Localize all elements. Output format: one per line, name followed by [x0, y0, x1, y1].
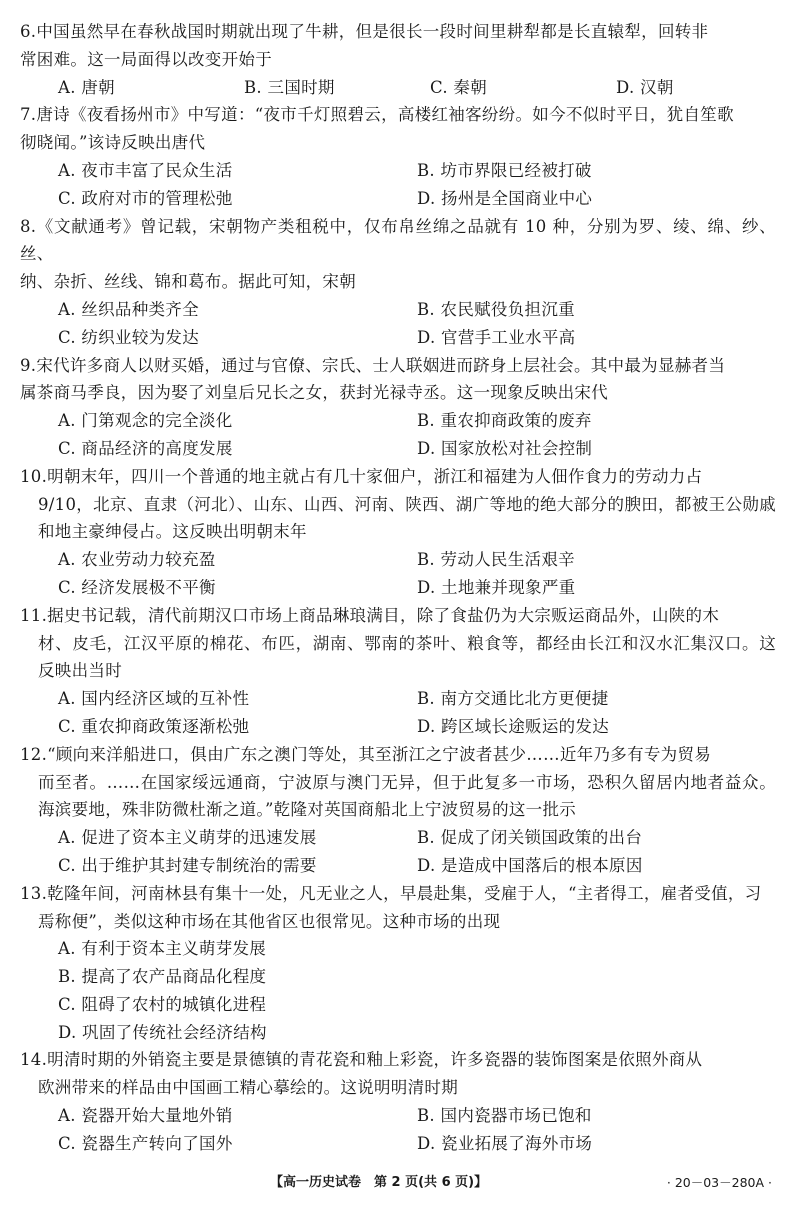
options — [20, 935, 776, 1046]
question-stem — [20, 1046, 776, 1102]
question-10 — [20, 463, 776, 602]
option-b[interactable]: B. 南方交通比北方更便捷 — [417, 689, 609, 709]
option-b[interactable]: B. 坊市界限已经被打破 — [417, 160, 592, 180]
question-7 — [20, 101, 776, 212]
stem-continuation: 欧洲带来的样品由中国画工精心摹绘的。这说明明清时期 — [38, 1078, 458, 1098]
option-b[interactable]: B. 重农抑商政策的废弃 — [417, 411, 592, 431]
question-13 — [20, 880, 776, 1047]
option-b[interactable]: B. 提高了农产品商品化程度 — [58, 967, 267, 987]
page-number-label: 【高一历史试卷 第 2 页(共 6 页)】 — [270, 1175, 488, 1190]
question-number: 13. — [20, 883, 48, 903]
question-14 — [20, 1046, 776, 1157]
option-d[interactable]: D. 巩固了传统社会经济结构 — [58, 1022, 267, 1042]
question-number: 7. — [20, 105, 37, 125]
options — [20, 157, 776, 213]
stem-continuation: 常困难。这一局面得以改变开始于 — [20, 49, 272, 69]
question-11 — [20, 602, 776, 741]
question-number: 11. — [20, 605, 48, 625]
question-number: 9. — [20, 355, 37, 375]
option-d[interactable]: D. 汉朝 — [616, 77, 674, 97]
options — [20, 407, 776, 463]
option-c[interactable]: C. 纺织业较为发达 — [58, 327, 200, 347]
option-a[interactable]: A. 丝织品种类齐全 — [58, 299, 199, 319]
option-a[interactable]: A. 促进了资本主义萌芽的迅速发展 — [58, 828, 317, 848]
option-d[interactable]: D. 国家放松对社会控制 — [417, 438, 593, 458]
stem-continuation: 彻晓闻。”该诗反映出唐代 — [20, 133, 206, 153]
question-stem — [20, 101, 776, 157]
exam-code: · 20－03－280A · — [666, 1175, 772, 1190]
question-12 — [20, 741, 776, 880]
stem-continuation: 焉称便”，类似这种市场在其他省区也很常见。这种市场的出现 — [38, 911, 501, 931]
question-number: 14. — [20, 1050, 48, 1070]
question-stem — [20, 602, 776, 685]
option-c[interactable]: C. 秦朝 — [430, 77, 488, 97]
option-c[interactable]: C. 重农抑商政策逐渐松弛 — [58, 716, 250, 736]
option-a[interactable]: A. 有利于资本主义萌芽发展 — [58, 939, 267, 959]
question-stem — [20, 18, 776, 74]
stem-line: 宋代许多商人以财买婚，通过与官僚、宗氏、士人联姻进而跻身上层社会。其中最为显赫者当 — [36, 355, 726, 375]
option-d[interactable]: D. 官营手工业水平高 — [417, 327, 576, 347]
question-stem — [20, 352, 776, 408]
option-a[interactable]: A. 唐朝 — [58, 77, 115, 97]
option-a[interactable]: A. 门第观念的完全淡化 — [58, 411, 233, 431]
option-a[interactable]: A. 夜市丰富了民众生活 — [58, 160, 233, 180]
options — [20, 546, 776, 602]
option-c[interactable]: C. 商品经济的高度发展 — [58, 438, 233, 458]
stem-continuation: 属茶商马季良，因为娶了刘皇后兄长之女，获封光禄寺丞。这一现象反映出宋代 — [20, 383, 608, 403]
option-a[interactable]: A. 农业劳动力较充盈 — [58, 550, 216, 570]
stem-line: 中国虽然早在春秋战国时期就出现了牛耕，但是很长一段时间里耕犁都是长直辕犁，回转非 — [36, 22, 709, 41]
options — [20, 1102, 776, 1158]
question-stem — [20, 213, 776, 296]
question-number: 10. — [20, 466, 48, 486]
option-c[interactable]: C. 出于维护其封建专制统治的需要 — [58, 855, 317, 875]
options — [20, 74, 776, 102]
stem-line: 据史书记载，清代前期汉口市场上商品琳琅满目，除了食盐仍为大宗贩运商品外，山陕的木 — [47, 605, 720, 625]
question-stem — [20, 880, 776, 936]
question-stem — [20, 741, 776, 824]
stem-line: 乾隆年间，河南林县有集十一处，凡无业之人，早晨赴集，受雇于人，“主者得工，雇者受值，习 — [47, 883, 762, 903]
option-c[interactable]: C. 经济发展极不平衡 — [58, 577, 216, 597]
stem-continuation: 纳、杂折、丝线、锦和葛布。据此可知，宋朝 — [20, 272, 356, 292]
question-9 — [20, 352, 776, 463]
question-stem — [20, 463, 776, 546]
question-number: 8. — [20, 216, 37, 236]
question-number: 12. — [20, 744, 48, 764]
stem-line: 明朝末年，四川一个普通的地主就占有几十家佃户，浙江和福建为人佃作食力的劳动力占 — [47, 466, 703, 486]
option-b[interactable]: B. 促成了闭关锁国政策的出台 — [417, 828, 643, 848]
options — [20, 296, 776, 352]
stem-line: 唐诗《夜看扬州市》中写道：“夜市千灯照碧云，高楼红袖客纷纷。如今不似时平日，犹自笙歌 — [36, 105, 734, 125]
page-footer — [0, 1172, 794, 1194]
stem-line: 明清时期的外销瓷主要是景德镇的青花瓷和釉上彩瓷，许多瓷器的装饰图案是依照外商从 — [47, 1050, 703, 1070]
option-b[interactable]: B. 劳动人民生活艰辛 — [417, 550, 575, 570]
option-d[interactable]: D. 跨区域长途贩运的发达 — [417, 716, 610, 736]
question-list — [20, 18, 776, 1158]
option-a[interactable]: A. 瓷器开始大量地外销 — [58, 1106, 233, 1126]
option-d[interactable]: D. 瓷业拓展了海外市场 — [417, 1133, 593, 1153]
stem-line: 《文献通考》曾记载，宋朝物产类租税中，仅布帛丝绵之品就有 10 种，分别为罗、绫、绵、纱、丝、 — [20, 216, 776, 264]
stem-continuation: 9/10，北京、直隶（河北）、山东、山西、河南、陕西、湖广等地的绝大部分的腴田，都被王公勋戚和地主豪绅侵占。这反映出明朝末年 — [38, 494, 776, 542]
option-b[interactable]: B. 国内瓷器市场已饱和 — [417, 1106, 592, 1126]
options — [20, 685, 776, 741]
option-d[interactable]: D. 土地兼并现象严重 — [417, 577, 576, 597]
stem-continuation: 而至者。……在国家绥远通商，宁波原与澳门无异，但于此复多一市场，恐积久留居内地者益众。海滨要地，殊非防微杜渐之道。”乾隆对英国商船北上宁波贸易的这一批示 — [38, 772, 776, 820]
stem-continuation: 材、皮毛，江汉平原的棉花、布匹，湖南、鄂南的茶叶、粮食等，都经由长江和汉水汇集汉口。这反映出当时 — [38, 633, 776, 681]
option-c[interactable]: C. 政府对市的管理松弛 — [58, 188, 233, 208]
option-d[interactable]: D. 扬州是全国商业中心 — [417, 188, 593, 208]
stem-line: “顾向来洋船进口，俱由广东之澳门等处，其至浙江之宁波者甚少……近年乃多有专为贸易 — [47, 744, 712, 764]
option-b[interactable]: B. 农民赋役负担沉重 — [417, 299, 575, 319]
option-c[interactable]: C. 阻碍了农村的城镇化进程 — [58, 994, 267, 1014]
option-d[interactable]: D. 是造成中国落后的根本原因 — [417, 855, 643, 875]
option-b[interactable]: B. 三国时期 — [244, 77, 335, 97]
question-8 — [20, 213, 776, 352]
option-a[interactable]: A. 国内经济区域的互补性 — [58, 689, 250, 709]
question-number: 6. — [20, 22, 37, 41]
option-c[interactable]: C. 瓷器生产转向了国外 — [58, 1133, 233, 1153]
options — [20, 824, 776, 880]
question-6 — [20, 18, 776, 101]
